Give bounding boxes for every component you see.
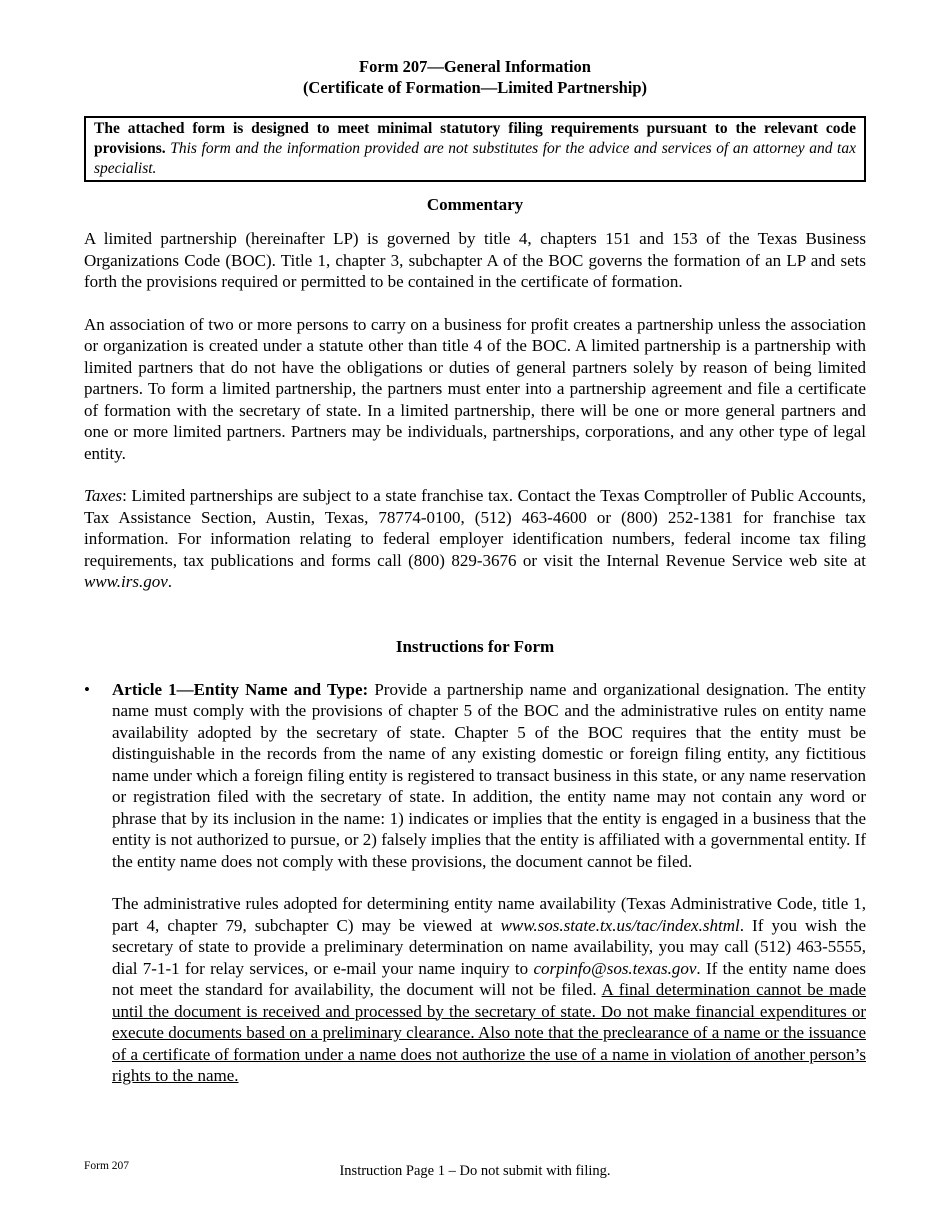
bullet-icon: •: [84, 679, 90, 699]
irs-link[interactable]: www.irs.gov: [84, 572, 168, 591]
form-subtitle: (Certificate of Formation—Limited Partnership): [302, 78, 648, 97]
document-page: [84, 56, 866, 1087]
name-availability-text-a: The administrative rules adopted for determining entity name availability (Texas Administrative Code, title 1, part 4, chapter 79, subchapter C) may be viewed at: [112, 894, 866, 935]
notice-box: [84, 116, 866, 182]
footer-form-id: Form 207: [84, 1160, 130, 1172]
instructions-heading: Instructions for Form: [395, 636, 555, 656]
form-title: Form 207—General Information: [359, 57, 591, 76]
commentary-paragraph-1: A limited partnership (hereinafter LP) is governed by title 4, chapters 151 and 153 of the Texas Business Organizations Code (BOC). Title 1, chapter 3, subchapter A of the BOC governs the formation of an LP and sets forth the provisions required or permitted to be contained in the certificate of formation.: [84, 229, 866, 291]
article-1-label: Article 1—Entity Name and Type:: [112, 679, 369, 699]
taxes-end: .: [167, 572, 173, 591]
taxes-text: : Limited partnerships are subject to a state franchise tax. Contact the Texas Comptroller of Public Accounts, Tax Assistance Section, Austin, Texas, 78774-0100, (512) 463-4600 or (800) 252-1381 for franchise tax information. For information relating to federal employer identification numbers, federal income tax filing requirements, tax publications and forms call (800) 829-3676 or visit the Internal Revenue Service web site at: [84, 486, 866, 570]
article-1-text: Provide a partnership name and organizational designation. The entity name must comply with the provisions of chapter 5 of the BOC and the administrative rules on entity name availability adopted by the secretary of state. Chapter 5 of the BOC requires that the entity must be distinguishable in the records from the name of any existing domestic or foreign filing entity, any fictitious name under which a foreign filing entity is registered to transact business in this state, or any name reservation or registration filed with the secretary of state. In addition, the entity name may not contain any word or phrase that by its inclusion in the name: 1) indicates or implies that the entity is engaged in a business that the entity is not authorized to pursue, or 2) falsely implies that the entity is affiliated with a governmental entity. If the entity name does not comply with these provisions, the document cannot be filed.: [112, 679, 867, 871]
notice-italic-text: This form and the information provided are not substitutes for the advice and services of an attorney and tax specialist.: [94, 140, 856, 177]
taxes-label: Taxes: [84, 486, 123, 505]
taxes-paragraph: [84, 485, 866, 593]
email-link[interactable]: corpinfo@sos.texas.gov: [533, 958, 697, 978]
commentary-paragraph-2: An association of two or more persons to carry on a business for profit creates a partnership unless the association or organization is created under a statute other than title 4 of the BOC. A limited partnership is a partnership with limited partners that do not have the obligations or duties of general partners solely by reason of being limited partners. To form a limited partnership, the partners must enter into a partnership agreement and file a certificate of formation with the secretary of state. In a limited partnership, there will be one or more general partners and one or more limited partners. Partners may be individuals, partnerships, corporations, and any other type of legal entity.: [84, 314, 866, 463]
commentary-heading: Commentary: [426, 195, 524, 214]
footer-page-note: Instruction Page 1 – Do not submit with filing.: [339, 1163, 611, 1179]
article-1-item: [84, 679, 866, 1087]
tac-link[interactable]: www.sos.state.tx.us/tac/index.shtml: [500, 915, 740, 935]
final-determination-notice: A final determination cannot be made until the document is received and processed by the secretary of state. Do not make financial expenditures or execute documents based on a preliminary clearance. Also note that the preclearance of a name or the issuance of a certificate of formation under a name does not authorize the use of a name in violation of another person’s rights to the name.: [112, 980, 866, 1085]
notice-bold-text: The attached form is designed to meet minimal statutory filing requirements pursuant to the relevant code provisions.: [94, 120, 856, 157]
name-availability-paragraph: [112, 893, 866, 1087]
name-availability-text-b: . If you wish the secretary of state to provide a preliminary determination on name availability, you may call (512) 463-5555, dial 7-1-1 for relay services, or e-mail your name inquiry to: [112, 915, 866, 978]
name-availability-text-c: . If the entity name does not meet the standard for availability, the document will not be filed.: [112, 958, 866, 999]
article-1-paragraph: [112, 679, 866, 873]
